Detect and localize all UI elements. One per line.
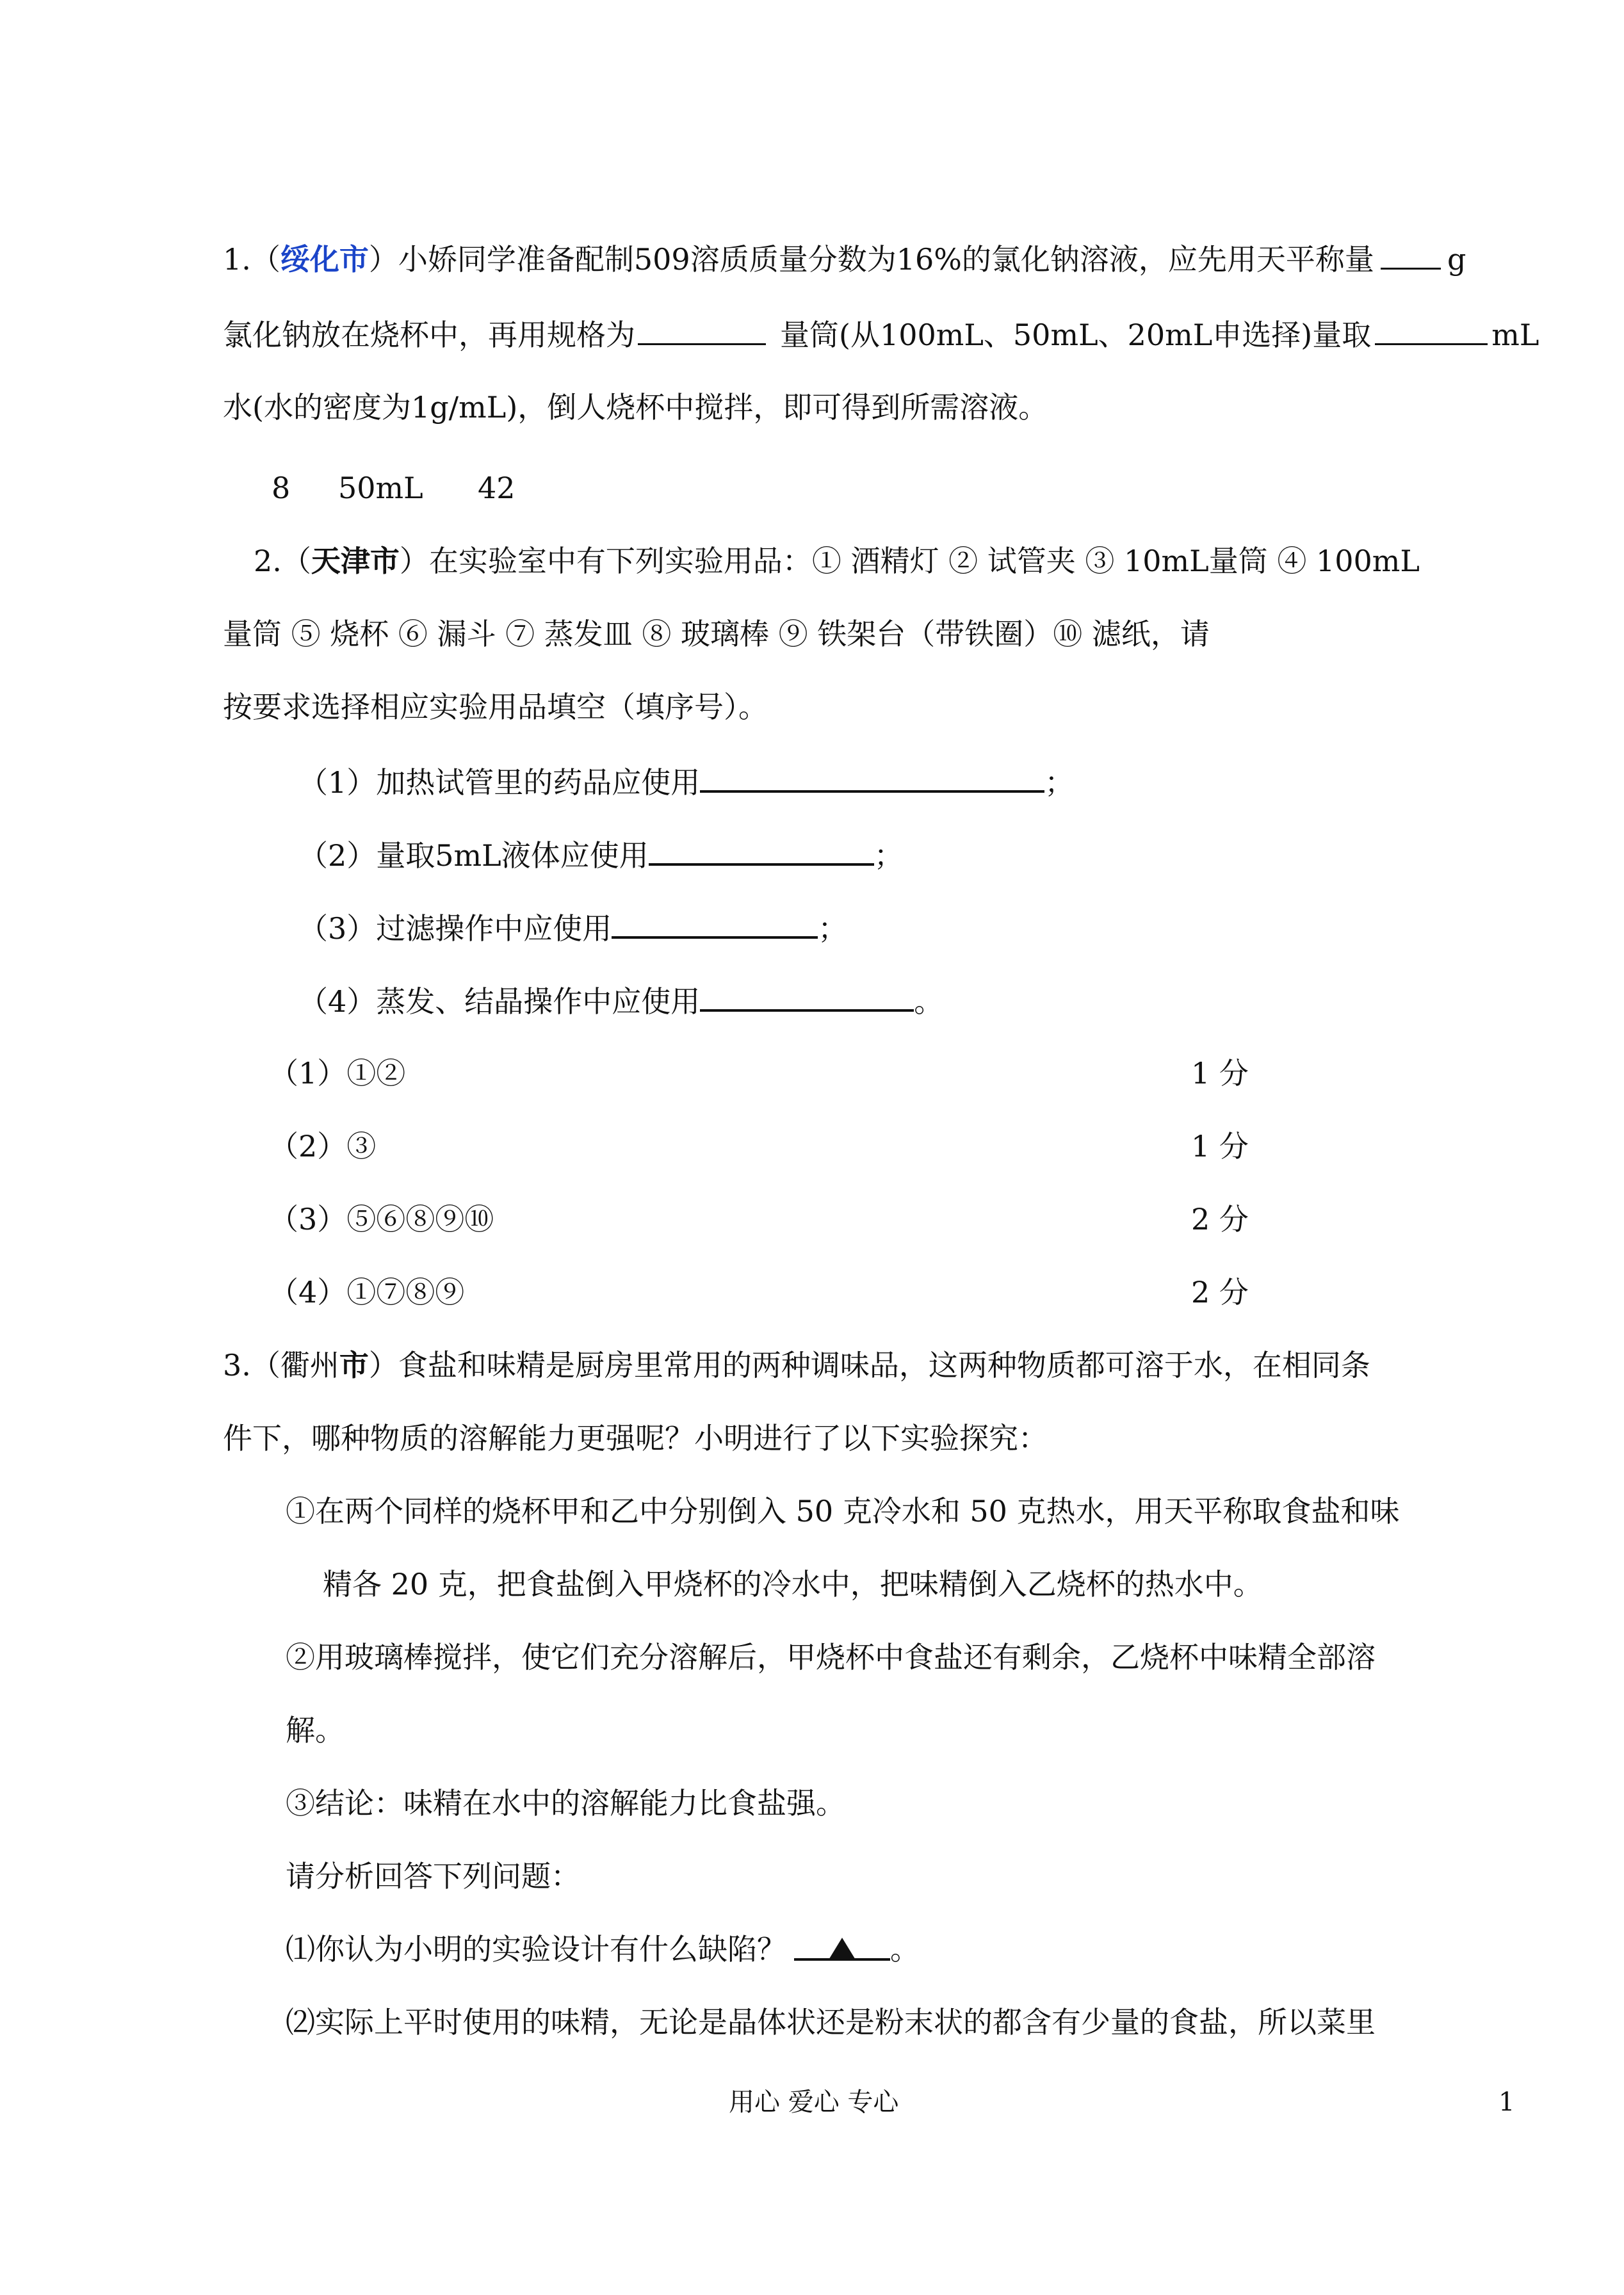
q2-sub2-semicolon: ； bbox=[873, 838, 904, 873]
q3-step1-a: ①在两个同样的烧杯甲和乙中分别倒入 50 克冷水和 50 克热水，用天平称取食盐和味 bbox=[286, 1494, 1400, 1529]
q2-blank-2[interactable] bbox=[649, 835, 874, 866]
q2-answer-1-score: 1 分 bbox=[1191, 1056, 1249, 1091]
q2-answer-2-score: 1 分 bbox=[1191, 1129, 1249, 1164]
q3-step2-b: 解。 bbox=[286, 1713, 345, 1748]
q1-number: 1.（ bbox=[223, 242, 280, 277]
q1-blank-cylinder[interactable] bbox=[638, 315, 766, 345]
q1-blank-water[interactable] bbox=[1375, 315, 1488, 345]
q2-line1 bbox=[254, 542, 1420, 580]
q2-answer-1-label: （1）①② bbox=[269, 1056, 406, 1091]
q3-prompt: 请分析回答下列问题： bbox=[286, 1859, 580, 1894]
page-number: 1 bbox=[1498, 2088, 1515, 2117]
q2-sub1-text: （1）加热试管里的药品应使用 bbox=[298, 765, 701, 800]
q2-sub1 bbox=[298, 762, 1074, 802]
q1-unit-ml: mL bbox=[1491, 318, 1539, 352]
q2-sub3-text: （3）过滤操作中应使用 bbox=[298, 911, 612, 946]
q1-line3: 水(水的密度为1g/mL)，倒人烧杯中搅拌，即可得到所需溶液。 bbox=[223, 390, 1048, 425]
q1-answer-3: 42 bbox=[478, 471, 516, 505]
q2-sub2-text: （2）量取5mL液体应使用 bbox=[298, 838, 649, 873]
q3-number: 3.（衢州 bbox=[223, 1348, 339, 1383]
q3-blank-1[interactable] bbox=[794, 1930, 890, 1961]
q2-line3: 按要求选择相应实验用品填空（填序号）。 bbox=[223, 690, 768, 724]
triangle-marker-icon bbox=[828, 1938, 856, 1961]
q3-subq1-text: ⑴你认为小明的实验设计有什么缺陷？ bbox=[286, 1932, 786, 1967]
q1-city: 绥化市 bbox=[280, 242, 369, 277]
q3-line1-text: ）食盐和味精是厨房里常用的两种调味品，这两种物质都可溶于水，在相同条 bbox=[368, 1348, 1370, 1383]
q2-blank-3[interactable] bbox=[612, 908, 818, 939]
q1-line2-mid: 量筒(从100mL、50mL、20mL申选择)量取 bbox=[780, 318, 1372, 352]
q2-blank-4[interactable] bbox=[700, 981, 914, 1012]
q3-line2: 件下，哪种物质的溶解能力更强呢？小明进行了以下实验探究： bbox=[223, 1421, 1048, 1456]
q3-step3: ③结论：味精在水中的溶解能力比食盐强。 bbox=[286, 1786, 845, 1821]
q1-line2-text: 氯化钠放在烧杯中，再用规格为 bbox=[223, 318, 635, 352]
q1-line1-text: ）小娇同学准备配制509溶质质量分数为16%的氯化钠溶液，应先用天平称量 bbox=[368, 242, 1374, 277]
q1-line1 bbox=[223, 239, 1466, 279]
q2-sub1-semicolon: ； bbox=[1044, 765, 1075, 800]
q2-number: 2.（ bbox=[254, 544, 311, 578]
q2-answer-4-label: （4）①⑦⑧⑨ bbox=[269, 1275, 465, 1310]
q3-step2-a: ②用玻璃棒搅拌，使它们充分溶解后，甲烧杯中食盐还有剩余，乙烧杯中味精全部溶 bbox=[286, 1640, 1376, 1675]
q2-sub3-semicolon: ； bbox=[818, 911, 848, 946]
q2-city: 天津市 bbox=[311, 544, 400, 578]
q2-sub3 bbox=[298, 908, 847, 948]
q1-unit-g: g bbox=[1447, 242, 1466, 277]
q2-line2: 量筒 ⑤ 烧杯 ⑥ 漏斗 ⑦ 蒸发皿 ⑧ 玻璃棒 ⑨ 铁架台（带铁圈）⑩ 滤纸，请 bbox=[223, 617, 1210, 651]
q3-step1-b: 精各 20 克，把食盐倒入甲烧杯的冷水中，把味精倒入乙烧杯的热水中。 bbox=[323, 1567, 1263, 1602]
footer-motto: 用心 爱心 专心 bbox=[729, 2088, 899, 2117]
q3-subq2: ⑵实际上平时使用的味精，无论是晶体状还是粉末状的都含有少量的食盐，所以菜里 bbox=[286, 2005, 1376, 2040]
q2-answer-2-label: （2）③ bbox=[269, 1129, 377, 1164]
q1-line2 bbox=[223, 315, 1539, 354]
q3-line1 bbox=[223, 1346, 1370, 1384]
q2-sub4-period: 。 bbox=[914, 984, 944, 1019]
q1-blank-mass[interactable] bbox=[1381, 239, 1441, 270]
q2-answer-3-score: 2 分 bbox=[1191, 1202, 1249, 1237]
q1-answer-2: 50mL bbox=[338, 471, 423, 505]
q3-city-bold: 市 bbox=[339, 1348, 369, 1383]
q2-blank-1[interactable] bbox=[700, 762, 1044, 793]
q2-sub4 bbox=[298, 981, 943, 1021]
q2-answer-4-score: 2 分 bbox=[1191, 1275, 1249, 1310]
q1-answer-1: 8 bbox=[272, 471, 291, 505]
q3-subq1 bbox=[286, 1930, 920, 1968]
q3-subq1-period: 。 bbox=[890, 1932, 920, 1967]
q2-line1-text: ）在实验室中有下列实验用品：① 酒精灯 ② 试管夹 ③ 10mL量筒 ④ 100mL bbox=[399, 544, 1420, 578]
q2-sub2 bbox=[298, 835, 904, 875]
q2-answer-3-label: （3）⑤⑥⑧⑨⑩ bbox=[269, 1202, 494, 1237]
q2-sub4-text: （4）蒸发、结晶操作中应使用 bbox=[298, 984, 701, 1019]
